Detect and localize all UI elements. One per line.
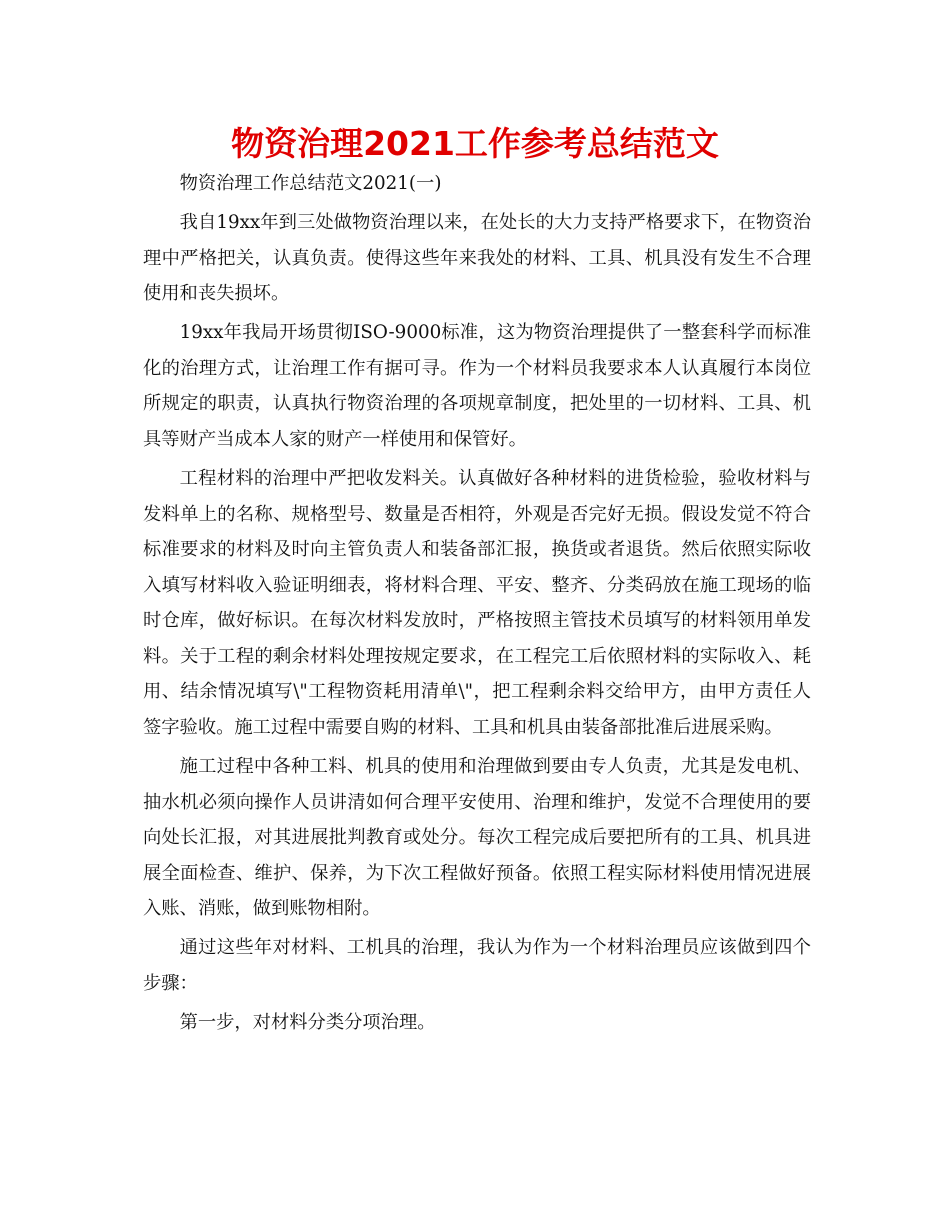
paragraph-5: 通过这些年对材料、工机具的治理，我认为作为一个材料治理员应该做到四个步骤： [143,937,811,995]
paragraph-2: 19xx年我局开场贯彻ISO-9000标准，这为物资治理提供了一整套科学而标准化的治理方式，让治理工作有据可寻。作为一个材料员我要求本人认真履行本岗位所规定的职责，认真执行物资治理的各项规章制度，把处里的一切材料、工具、机具等财产当成本人家的财产一样使用和保管好。 [143,322,811,450]
document-title: 物资治理2021工作参考总结范文 [231,124,719,163]
document-body [143,166,811,1044]
document-subtitle: 物资治理工作总结范文2021(一) [179,173,442,194]
paragraph-1: 我自19xx年到三处做物资治理以来，在处长的大力支持严格要求下，在物资治理中严格把关，认真负责。使得这些年来我处的材料、工具、机具没有发生不合理使用和丧失损坏。 [143,211,811,305]
paragraph-4: 施工过程中各种工料、机具的使用和治理做到要由专人负责，尤其是发电机、抽水机必须向操作人员讲清如何合理平安使用、治理和维护，发觉不合理使用的要向处长汇报，对其进展批判教育或处分。每次工程完成后要把所有的工具、机具进展全面检查、维护、保养，为下次工程做好预备。依照工程实际材料使用情况进展入账、消账，做到账物相附。 [143,756,811,920]
paragraph-6: 第一步，对材料分类分项治理。 [179,1012,436,1033]
paragraph-3: 工程材料的治理中严把收发料关。认真做好各种材料的进货检验，验收材料与发料单上的名称、规格型号、数量是否相符，外观是否完好无损。假设发觉不符合标准要求的材料及时向主管负责人和装备部汇报，换货或者退货。然后依照实际收入填写材料收入验证明细表，将材料合理、平安、整齐、分类码放在施工现场的临时仓库，做好标识。在每次材料发放时，严格按照主管技术员填写的材料领用单发料。关于工程的剩余材料处理按规定要求，在工程完工后依照材料的实际收入、耗用、结余情况填写\"工程物资耗用清单\"，把工程剩余料交给甲方，由甲方责任人签字验收。施工过程中需要自购的材料、工具和机具由装备部批准后进展采购。 [143,467,811,739]
